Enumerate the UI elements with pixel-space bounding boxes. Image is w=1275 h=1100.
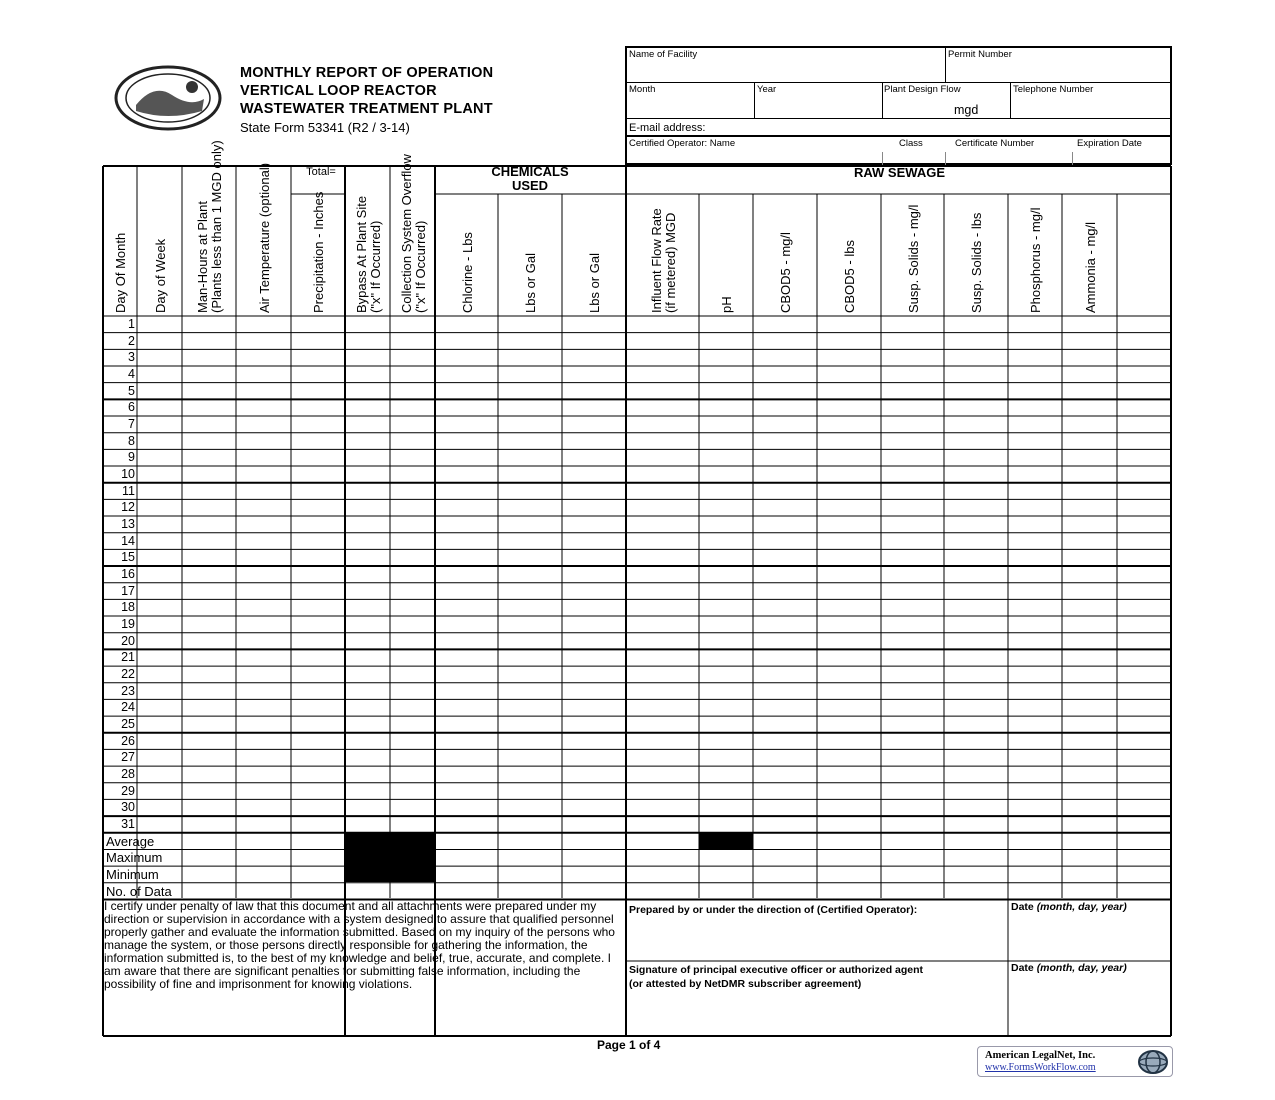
date-label-text: Date [1011, 901, 1037, 913]
day-number: 4 [128, 367, 135, 381]
design-flow-field[interactable]: Plant Design Flow [884, 84, 961, 95]
publisher-link[interactable]: www.FormsWorkFlow.com [985, 1062, 1096, 1073]
column-header [1029, 208, 1043, 314]
day-number: 21 [121, 650, 135, 665]
date-label-prepared[interactable] [1011, 901, 1127, 913]
column-header [355, 196, 383, 313]
month-field[interactable]: Month [629, 84, 656, 95]
form-title-line-1: MONTHLY REPORT OF OPERATION [240, 65, 494, 81]
day-number: 25 [121, 717, 135, 732]
publisher-name: American LegalNet, Inc. [985, 1050, 1096, 1061]
column-header-line: Precipitation - Inches [311, 191, 326, 313]
email-field[interactable]: E-mail address: [629, 122, 706, 134]
form-title-line-2: VERTICAL LOOP REACTOR [240, 83, 437, 99]
certification-statement: I certify under penalty of law that this document and all attachments were prepared under my direction or supervision in accordance with a system designed to assure that qualified personnel properly gather and evaluate the information submitted. Based on my inquiry of the persons who manage the system, or those persons directly responsible for gathering the information, the information submitted is, to the best of my knowledge and belief, true, accurate, and complete. I am aware that there are significant penalties for submitting false information, including the possibility of fine and imprisonment for knowing violations. [104, 899, 615, 991]
column-header-line: Phosphorus - mg/l [1028, 207, 1043, 313]
facility-name-field[interactable]: Name of Facility [629, 49, 698, 60]
column-header [907, 205, 921, 313]
column-header [524, 253, 538, 313]
summary-row-label: Minimum [106, 867, 159, 883]
column-header-line: Influent Flow Rate [648, 208, 664, 313]
day-number: 7 [128, 417, 135, 432]
expiration-date-field[interactable]: Expiration Date [1077, 138, 1142, 149]
summary-row-label: No. of Data [106, 883, 172, 899]
column-header-line: Susp. Solids - lbs [969, 212, 984, 313]
column-header-line: ("x" If Occurred) [367, 220, 383, 313]
day-number: 26 [121, 733, 135, 748]
column-header [258, 163, 272, 313]
column-header [779, 232, 793, 313]
column-header-line: Day of Week [152, 238, 168, 313]
column-header-line: pH [719, 296, 734, 313]
day-number: 14 [121, 533, 135, 548]
day-number: 20 [121, 633, 135, 648]
column-header [312, 192, 326, 313]
day-number: 28 [121, 767, 135, 782]
page-number: Page 1 of 4 [597, 1038, 661, 1052]
column-header-line: CBOD5 - mg/l [778, 232, 793, 313]
column-header-line: Lbs or Gal [587, 253, 602, 313]
day-number: 30 [121, 800, 135, 815]
chemicals-used-header: CHEMICALS USED [491, 164, 569, 193]
day-number: 19 [121, 617, 135, 632]
day-number: 23 [121, 683, 135, 698]
day-number: 5 [128, 383, 135, 398]
column-header-line: Chlorine - Lbs [459, 232, 475, 313]
summary-row-label: Maximum [106, 850, 163, 866]
day-number: 22 [121, 667, 135, 682]
column-header-line: Ammonia - mg/l [1082, 221, 1098, 313]
publisher-logo[interactable] [977, 1046, 1173, 1077]
total-label: Total= [306, 166, 336, 178]
column-header-line: Susp. Solids - mg/l [905, 204, 921, 313]
column-header-line: Lbs or Gal [523, 253, 538, 313]
globe-icon [1136, 1049, 1170, 1075]
day-number: 27 [121, 750, 135, 765]
certificate-number-field[interactable]: Certificate Number [955, 138, 1035, 149]
column-header-line: Man-Hours at Plant [195, 201, 210, 313]
day-number: 16 [121, 567, 135, 582]
day-number: 12 [121, 500, 135, 515]
date-label-text: Date [1011, 962, 1037, 974]
day-number: 10 [121, 467, 135, 482]
day-number: 2 [128, 333, 135, 348]
column-header-line: Collection System Overflow [398, 154, 414, 313]
signature-label-line-2: (or attested by NetDMR subscriber agreement) [629, 978, 862, 990]
shaded-ph-average-cell [699, 832, 753, 849]
column-header [588, 253, 602, 313]
column-header [114, 233, 128, 313]
day-number: 15 [121, 550, 135, 565]
day-number: 29 [121, 783, 135, 798]
column-header [650, 208, 678, 313]
operator-class-field[interactable]: Class [899, 138, 923, 149]
column-header [400, 154, 428, 313]
day-number: 6 [128, 400, 135, 415]
day-number: 8 [128, 433, 135, 448]
shaded-bypass-overflow-cell [345, 832, 435, 882]
column-header [970, 213, 984, 313]
date-label-signature[interactable] [1011, 962, 1127, 974]
column-header [843, 240, 857, 313]
telephone-field[interactable]: Telephone Number [1013, 84, 1094, 95]
column-header-line: CBOD5 - lbs [842, 240, 857, 313]
date-format-hint: (month, day, year) [1036, 901, 1127, 913]
form-title-line-3: WASTEWATER TREATMENT PLANT [240, 101, 493, 117]
date-format-hint: (month, day, year) [1036, 962, 1127, 974]
day-number: 11 [122, 483, 135, 498]
summary-row-label: Average [106, 833, 155, 849]
column-header-line: Air Temperature (optional) [256, 162, 272, 313]
column-header [196, 140, 224, 313]
day-number: 17 [121, 583, 135, 598]
column-header-line: (Plants less than 1 MGD only) [209, 140, 224, 313]
column-header [1084, 222, 1098, 313]
day-number: 18 [121, 600, 135, 615]
day-number: 1 [128, 317, 135, 331]
column-header [154, 239, 168, 313]
raw-sewage-header: RAW SEWAGE [853, 165, 945, 180]
operator-name-field[interactable]: Certified Operator: Name [629, 138, 736, 149]
column-header-line: (if metered) MGD [662, 212, 678, 313]
column-header-line: Bypass At Plant Site [353, 195, 369, 313]
column-header-line: ("x" If Occurred) [412, 220, 428, 313]
day-number: 24 [121, 700, 135, 715]
column-header-line: Day Of Month [113, 232, 128, 313]
day-number: 3 [128, 350, 135, 365]
day-number: 31 [121, 817, 135, 832]
day-number: 9 [128, 450, 135, 465]
year-field[interactable]: Year [757, 84, 777, 95]
design-flow-unit: mgd [954, 103, 979, 117]
column-header [720, 296, 734, 313]
permit-number-field[interactable]: Permit Number [948, 49, 1012, 60]
column-header [461, 232, 475, 313]
day-number: 13 [121, 517, 135, 532]
prepared-by-label[interactable]: Prepared by or under the direction of (Certified Operator): [629, 904, 918, 916]
signature-label-line-1[interactable]: Signature of principal executive officer or authorized agent [629, 964, 924, 976]
form-number: State Form 53341 (R2 / 3-14) [240, 120, 410, 135]
